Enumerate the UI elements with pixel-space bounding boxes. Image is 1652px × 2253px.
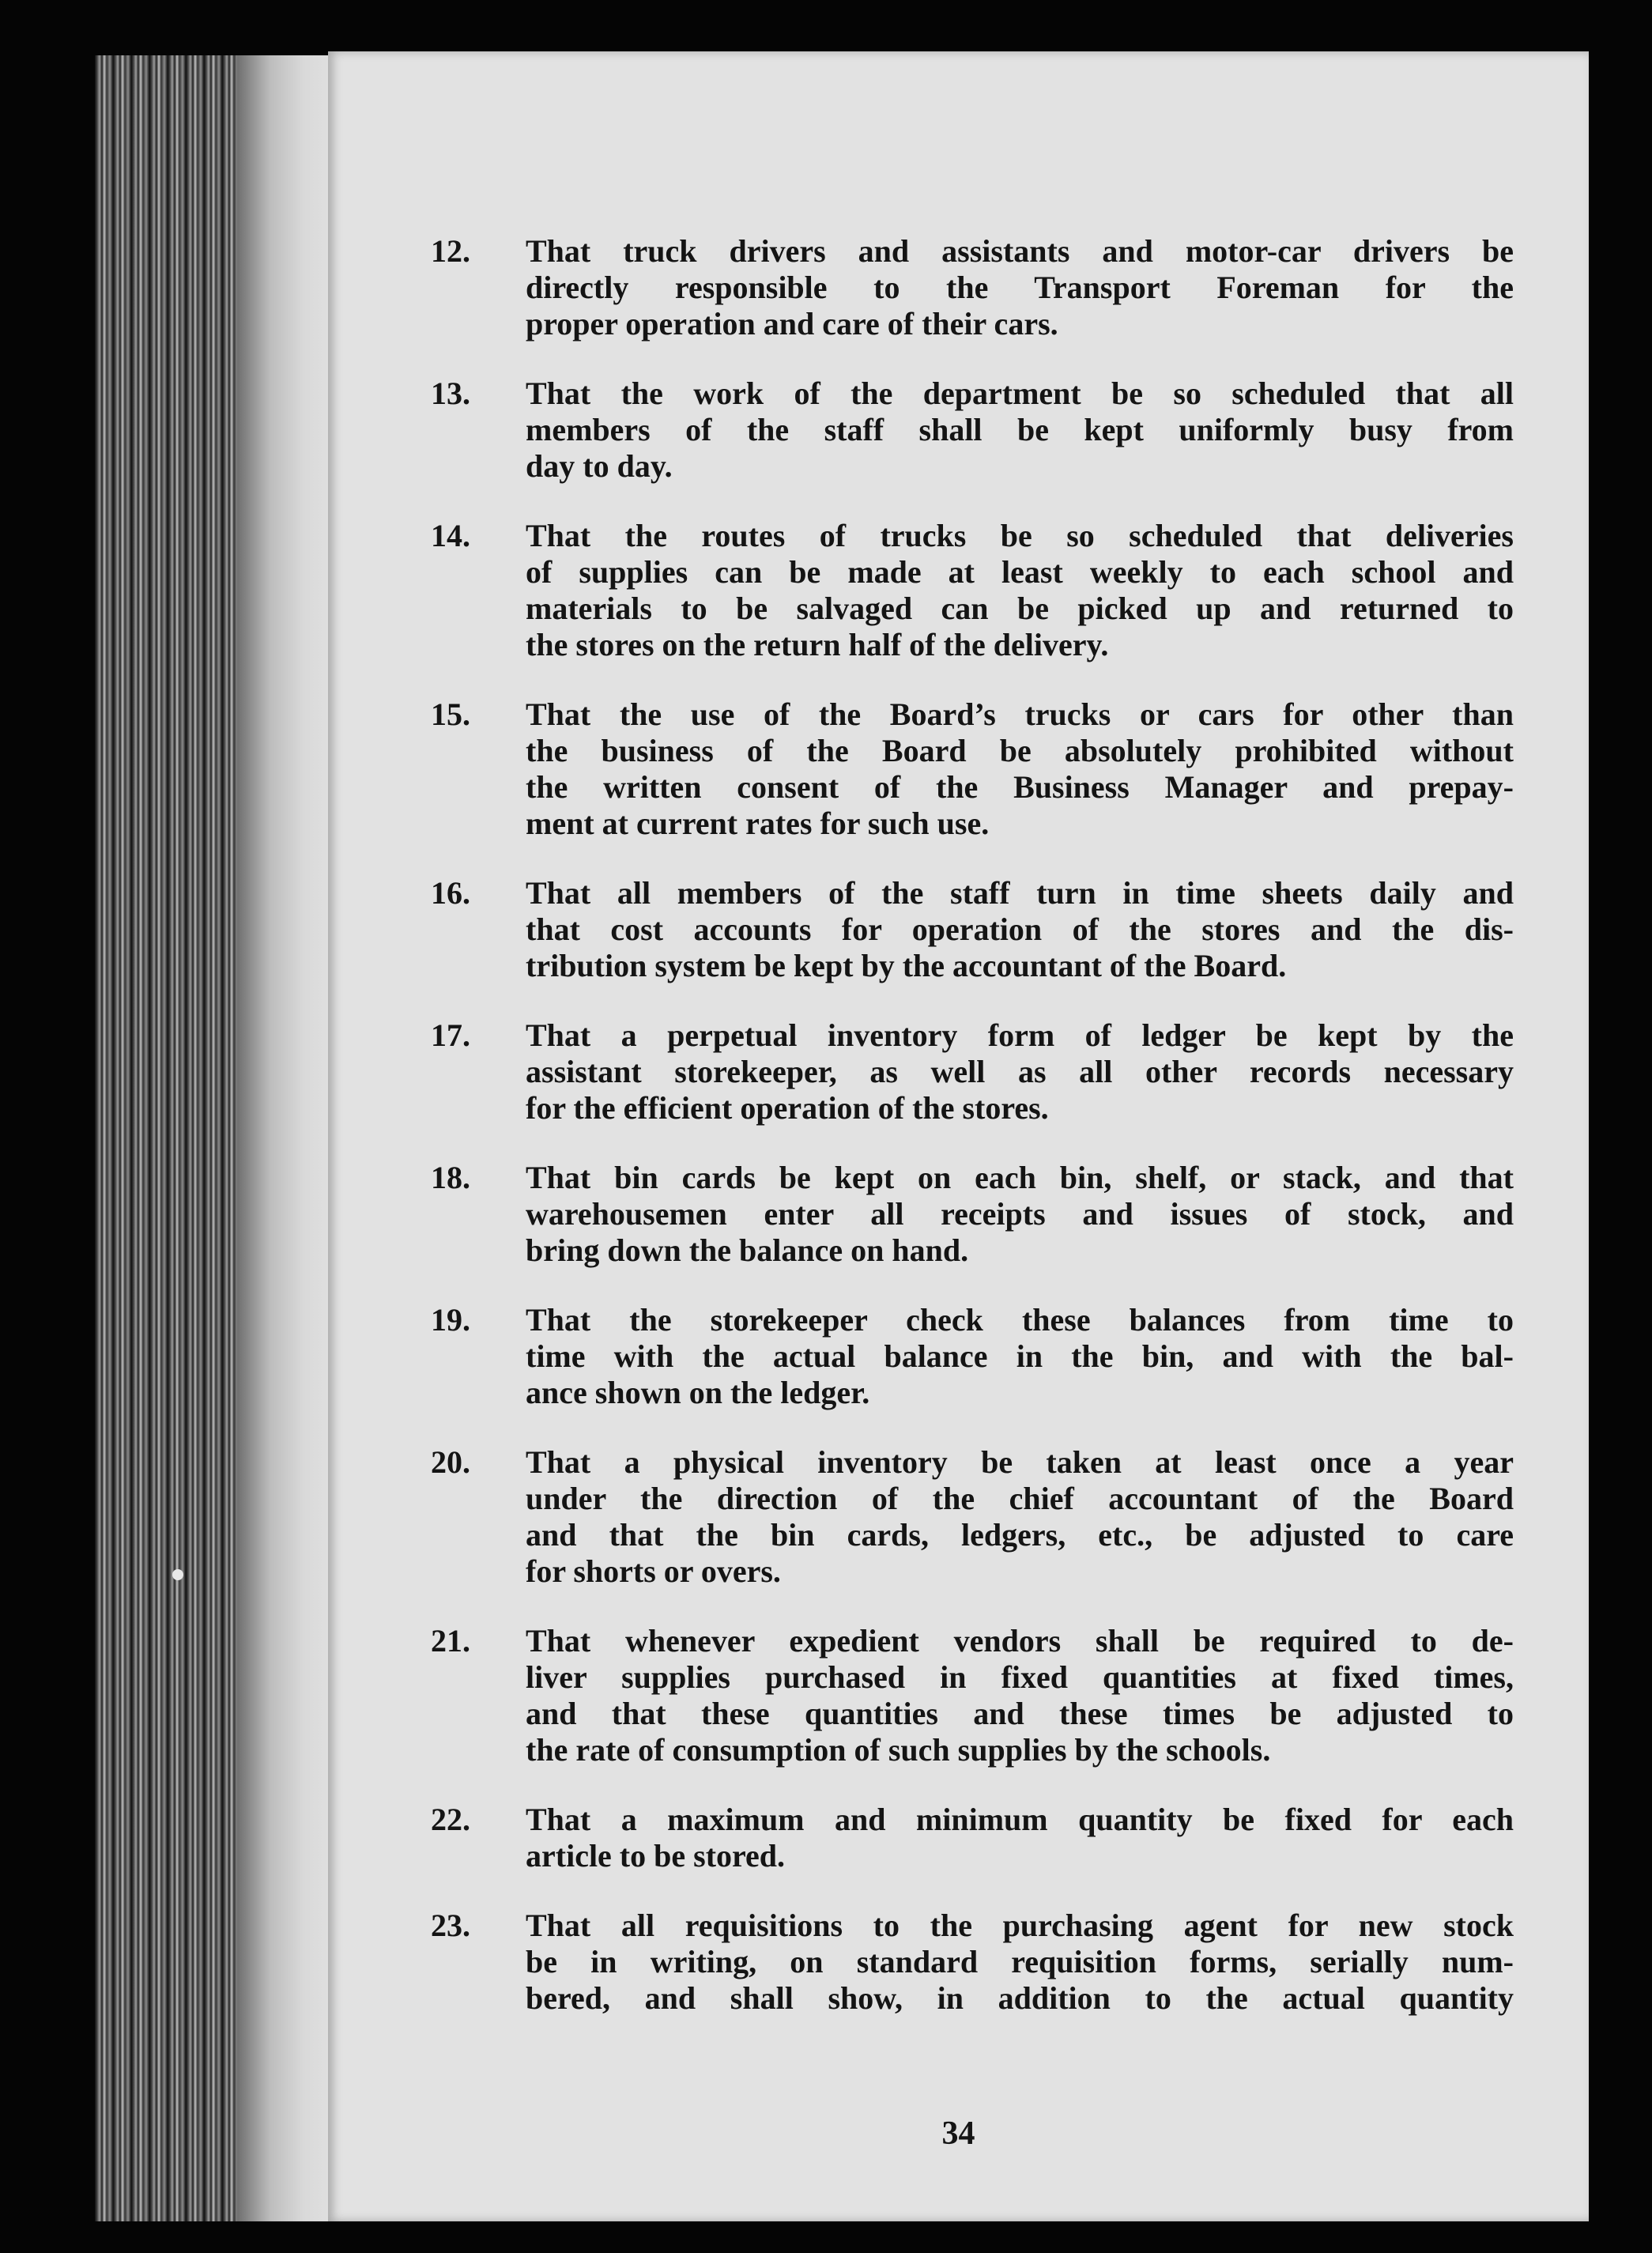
list-item <box>431 1160 1514 1269</box>
item-text-line: the stores on the return half of the delivery. <box>526 627 1109 662</box>
item-text-line: and that the bin cards, ledgers, etc., be adjusted to care <box>526 1517 1514 1553</box>
item-text-line: materials to be salvaged can be picked up and returned to <box>526 591 1514 626</box>
item-text-line: proper operation and care of their cars. <box>526 306 1058 342</box>
recommendations-list <box>431 233 1514 2050</box>
item-text-line: and that these quantities and these times be adjusted to <box>526 1696 1514 1731</box>
item-text-line: be in writing, on standard requisition forms, serially num- <box>526 1944 1514 1979</box>
page-number: 34 <box>941 2115 975 2152</box>
item-number: 18. <box>431 1160 470 1195</box>
item-number: 12. <box>431 233 470 269</box>
item-text-line: That a perpetual inventory form of ledger be kept by the <box>526 1017 1514 1053</box>
item-text-line: That truck drivers and assistants and motor-car drivers be <box>526 233 1514 269</box>
list-item <box>431 1908 1514 2017</box>
item-number: 14. <box>431 518 470 553</box>
item-number: 13. <box>431 376 470 411</box>
item-text-line: for the efficient operation of the stores. <box>526 1090 1049 1126</box>
item-text-line: That the storekeeper check these balances from time to <box>526 1302 1514 1338</box>
item-text-line: That the routes of trucks be so scheduled that deliveries <box>526 518 1514 553</box>
item-text-line: time with the actual balance in the bin, and with the bal- <box>526 1338 1514 1374</box>
item-text-line: for shorts or overs. <box>526 1553 781 1589</box>
item-text-line: That bin cards be kept on each bin, shelf, or stack, and that <box>526 1160 1514 1195</box>
item-number: 22. <box>431 1802 470 1837</box>
item-number: 20. <box>431 1444 470 1480</box>
item-text-line: That all members of the staff turn in time sheets daily and <box>526 875 1514 911</box>
item-text-line: bered, and shall show, in addition to the actual quantity <box>526 1980 1514 2016</box>
list-item <box>431 518 1514 663</box>
item-text-line: That the work of the department be so scheduled that all <box>526 376 1514 411</box>
item-text-line: assistant storekeeper, as well as all other records necessary <box>526 1054 1514 1089</box>
item-text-line: That whenever expedient vendors shall be required to de- <box>526 1623 1514 1659</box>
item-text-line: directly responsible to the Transport Foreman for the <box>526 270 1514 305</box>
item-text-line: That a maximum and minimum quantity be fixed for each <box>526 1802 1514 1837</box>
item-number: 23. <box>431 1908 470 1943</box>
item-text-line: article to be stored. <box>526 1838 786 1874</box>
item-text-line: ance shown on the ledger. <box>526 1375 870 1410</box>
list-item <box>431 1444 1514 1590</box>
item-number: 19. <box>431 1302 470 1338</box>
item-text-line: day to day. <box>526 448 673 484</box>
item-text-line: bring down the balance on hand. <box>526 1232 969 1268</box>
list-item <box>431 875 1514 984</box>
item-text-line: That a physical inventory be taken at least once a year <box>526 1444 1514 1480</box>
list-item <box>431 1302 1514 1411</box>
item-text-line: warehousemen enter all receipts and issues of stock, and <box>526 1196 1514 1232</box>
item-number: 16. <box>431 875 470 911</box>
item-number: 17. <box>431 1017 470 1053</box>
list-item <box>431 1017 1514 1126</box>
document-page <box>328 51 1589 2221</box>
item-text-line: the rate of consumption of such supplies by the schools. <box>526 1732 1271 1768</box>
item-number: 15. <box>431 696 470 732</box>
item-text-line: That the use of the Board’s trucks or cars for other than <box>526 696 1514 732</box>
item-text-line: tribution system be kept by the accountant of the Board. <box>526 948 1287 983</box>
list-item <box>431 696 1514 842</box>
item-text-line: That all requisitions to the purchasing agent for new stock <box>526 1908 1514 1943</box>
list-item <box>431 1623 1514 1768</box>
item-text-line: the business of the Board be absolutely prohibited without <box>526 733 1514 768</box>
list-item <box>431 376 1514 485</box>
item-number: 21. <box>431 1623 470 1659</box>
book-gutter <box>237 55 332 2221</box>
item-text-line: ment at current rates for such use. <box>526 806 990 841</box>
item-text-line: members of the staff shall be kept uniformly busy from <box>526 412 1514 447</box>
item-text-line: that cost accounts for operation of the stores and the dis- <box>526 911 1514 947</box>
list-item <box>431 233 1514 342</box>
item-text-line: liver supplies purchased in fixed quantities at fixed times, <box>526 1659 1514 1695</box>
item-text-line: under the direction of the chief accountant of the Board <box>526 1481 1514 1516</box>
item-text-line: of supplies can be made at least weekly to each school and <box>526 554 1514 590</box>
item-text-line: the written consent of the Business Manager and prepay- <box>526 769 1514 805</box>
list-item <box>431 1802 1514 1874</box>
scan-speck <box>172 1569 183 1580</box>
